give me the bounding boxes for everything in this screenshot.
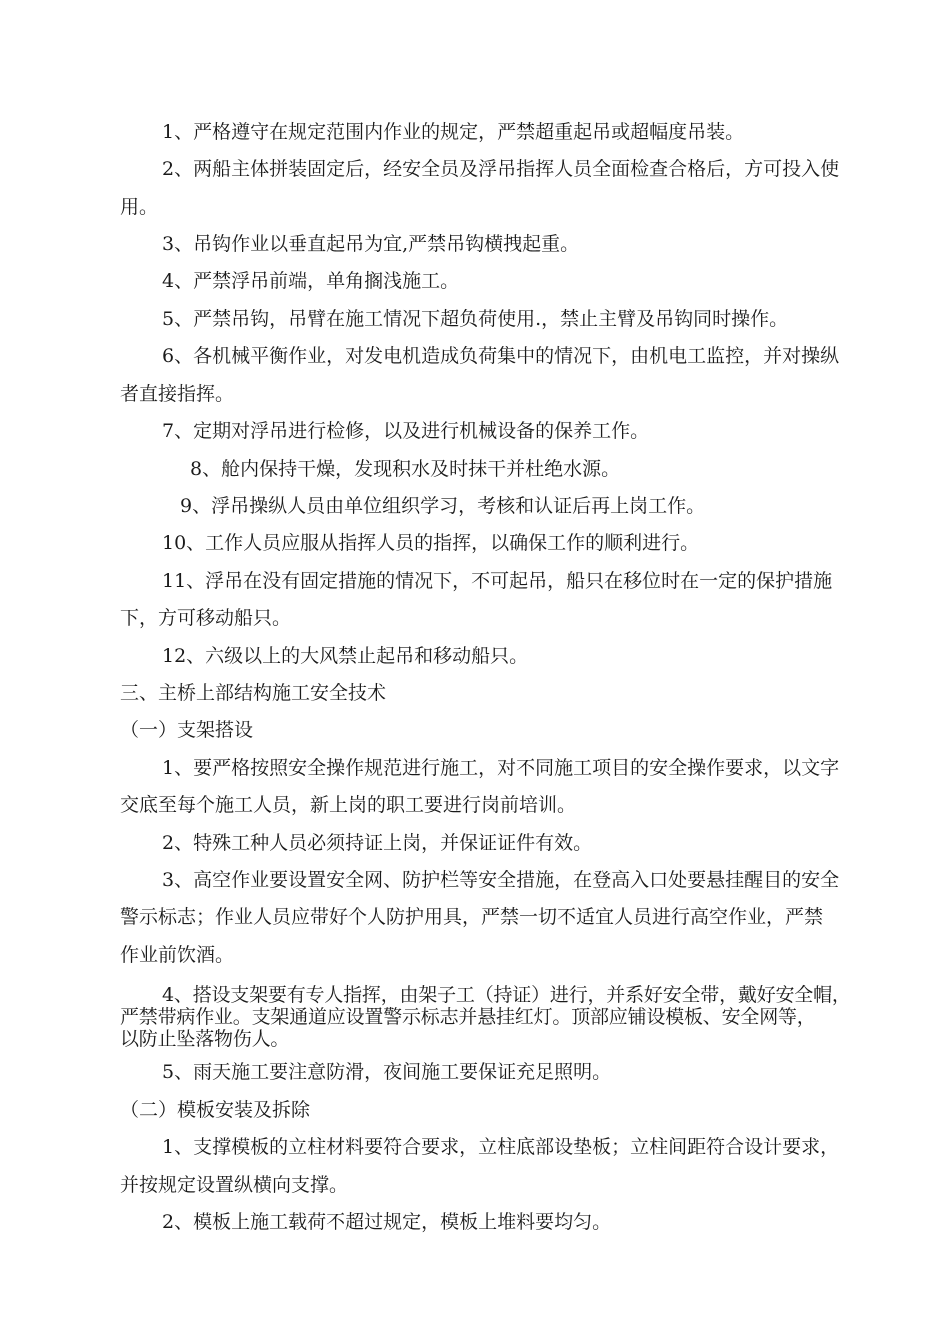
paragraph-line: 9、浮吊操纵人员由单位组织学习，考核和认证后再上岗工作。 xyxy=(180,495,706,517)
paragraph-line: 警示标志；作业人员应带好个人防护用具，严禁一切不适宜人员进行高空作业，严禁 xyxy=(120,906,824,928)
section-heading: 三、主桥上部结构施工安全技术 xyxy=(120,682,387,704)
paragraph-line: 12、六级以上的大风禁止起吊和移动船只。 xyxy=(162,645,529,667)
paragraph-line: 5、雨天施工要注意防滑，夜间施工要保证充足照明。 xyxy=(162,1061,612,1083)
paragraph-line: 以防止坠落物伤人。 xyxy=(120,1028,290,1050)
paragraph-line: 作业前饮酒。 xyxy=(120,944,235,966)
subsection-heading: （一）支架搭设 xyxy=(120,719,254,741)
paragraph-line: 3、吊钩作业以垂直起吊为宜,严禁吊钩横拽起重。 xyxy=(162,233,580,255)
paragraph-line: 2、特殊工种人员必须持证上岗，并保证证件有效。 xyxy=(162,832,593,854)
paragraph-line: 交底至每个施工人员，新上岗的职工要进行岗前培训。 xyxy=(120,794,577,816)
paragraph-line: 严禁带病作业。支架通道应设置警示标志并悬挂红灯。顶部应铺设模板、安全网等， xyxy=(120,1006,816,1028)
subsection-heading: （二）模板安装及拆除 xyxy=(120,1099,311,1121)
paragraph-line: 7、定期对浮吊进行检修，以及进行机械设备的保养工作。 xyxy=(162,420,650,442)
paragraph-line: 3、高空作业要设置安全网、防护栏等安全措施，在登高入口处要悬挂醒目的安全 xyxy=(162,869,840,891)
paragraph-line: 10、工作人员应服从指挥人员的指挥，以确保工作的顺利进行。 xyxy=(162,532,700,554)
paragraph-line: 并按规定设置纵横向支撑。 xyxy=(120,1174,349,1196)
paragraph-line: 2、模板上施工载荷不超过规定，模板上堆料要均匀。 xyxy=(162,1211,612,1233)
paragraph-line: 用。 xyxy=(120,196,159,218)
paragraph-line: 下，方可移动船只。 xyxy=(120,607,292,629)
paragraph-line: 1、严格遵守在规定范围内作业的规定，严禁超重起吊或超幅度吊装。 xyxy=(162,121,745,143)
paragraph-line: 11、浮吊在没有固定措施的情况下，不可起吊，船只在移位时在一定的保护措施 xyxy=(162,570,833,592)
paragraph-line: 者直接指挥。 xyxy=(120,383,235,405)
paragraph-line: 1、要严格按照安全操作规范进行施工，对不同施工项目的安全操作要求，以文字 xyxy=(162,757,840,779)
paragraph-line: 4、严禁浮吊前端，单角搁浅施工。 xyxy=(162,270,460,292)
paragraph-line: 6、各机械平衡作业，对发电机造成负荷集中的情况下，由机电工监控，并对操纵 xyxy=(162,345,840,367)
paragraph-line: 8、舱内保持干燥，发现积水及时抹干并杜绝水源。 xyxy=(190,458,621,480)
paragraph-line: 2、两船主体拼装固定后，经安全员及浮吊指挥人员全面检查合格后，方可投入使 xyxy=(162,158,840,180)
paragraph-line: 5、严禁吊钩，吊臂在施工情况下超负荷使用.，禁止主臂及吊钩同时操作。 xyxy=(162,308,789,330)
paragraph-line: 1、支撑模板的立柱材料要符合要求，立柱底部设垫板；立柱间距符合设计要求， xyxy=(162,1136,840,1158)
paragraph-line: 4、搭设支架要有专人指挥，由架子工（持证）进行，并系好安全带，戴好安全帽， xyxy=(162,984,851,1006)
